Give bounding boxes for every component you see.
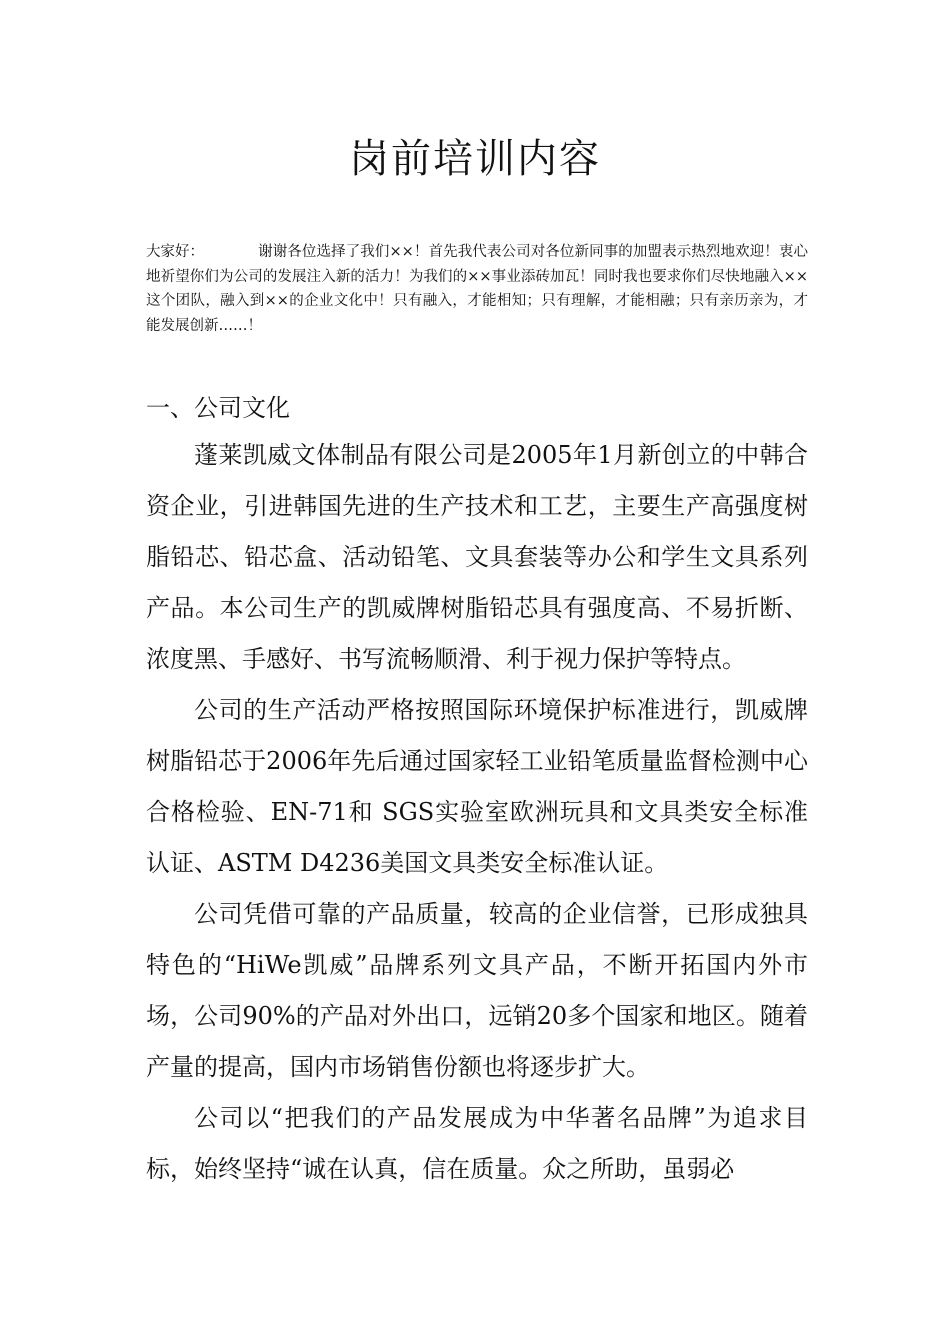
document-title: 岗前培训内容	[349, 135, 601, 182]
body-paragraph: 公司的生产活动严格按照国际环境保护标准进行，凯威牌树脂铅芯于2006年先后通过国家轻工业铅笔质量监督检测中心合格检验、EN-71和 SGS实验室欧洲玩具和文具类安全标准认证、ASTM D4236美国文具类安全标准认证。	[146, 696, 808, 877]
body-paragraph: 公司凭借可靠的产品质量，较高的企业信誉，已形成独具特色的“HiWe凯威”品牌系列文具产品，不断开拓国内外市场，公司90%的产品对外出口，远销20多个国家和地区。随着产量的提高，国内市场销售份额也将逐步扩大。	[146, 900, 808, 1081]
section-heading-company-culture: 一、公司文化	[146, 394, 290, 422]
body-paragraph: 蓬莱凯威文体制品有限公司是2005年1月新创立的中韩合资企业，引进韩国先进的生产技术和工艺，主要生产高强度树脂铅芯、铅芯盒、活动铅笔、文具套装等办公和学生文具系列产品。本公司生产的凯威牌树脂铅芯具有强度高、不易折断、浓度黑、手感好、书写流畅顺滑、利于视力保护等特点。	[146, 441, 808, 673]
greeting-paragraph	[146, 240, 808, 338]
greeting-salutation: 大家好：	[146, 244, 204, 260]
body-paragraph: 公司以“把我们的产品发展成为中华著名品牌”为追求目标，始终坚持“诚在认真，信在质量。众之所助，虽弱必	[146, 1104, 808, 1183]
greeting-text: 谢谢各位选择了我们××！首先我代表公司对各位新同事的加盟表示热烈地欢迎！衷心地祈望你们为公司的发展注入新的活力！为我们的××事业添砖加瓦！同时我也要求你们尽快地融入××这个团队，融入到××的企业文化中！只有融入，才能相知；只有理解，才能相融；只有亲历亲为，才能发展创新……！	[146, 244, 808, 334]
section-body	[146, 430, 808, 1195]
